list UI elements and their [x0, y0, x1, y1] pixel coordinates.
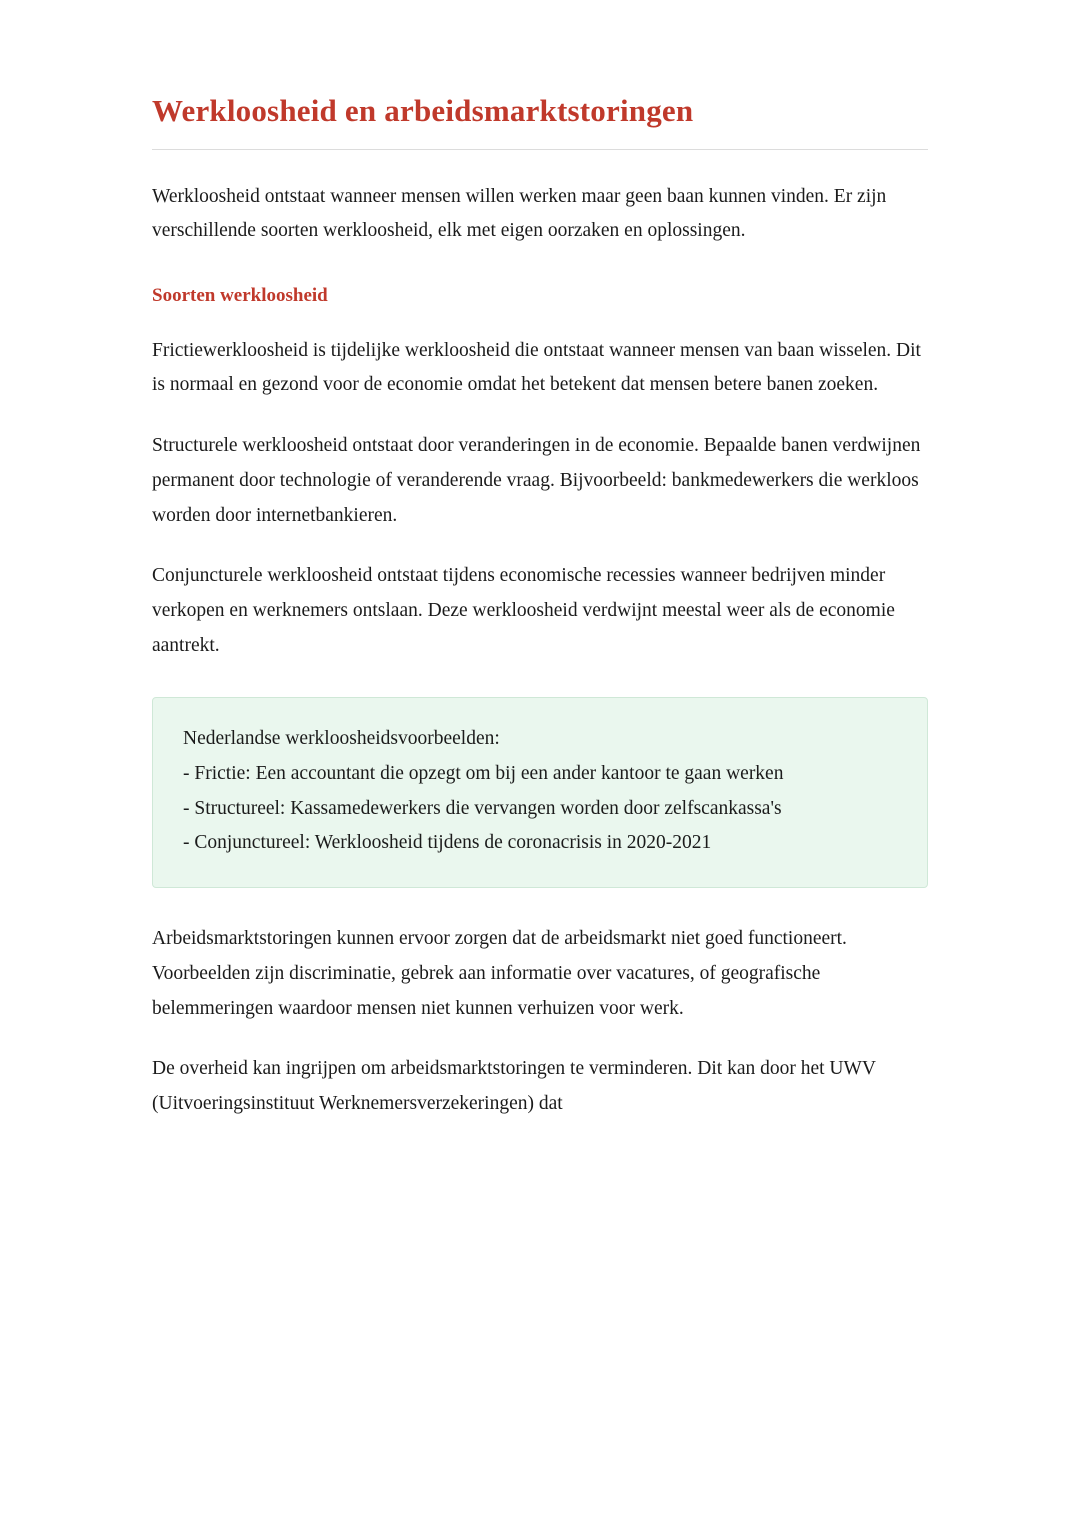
page-bottom-spacer [152, 1148, 928, 1158]
examples-callout [152, 697, 928, 888]
callout-line-frictie: - Frictie: Een accountant die opzegt om bij een ander kantoor te gaan werken [183, 763, 784, 785]
section-heading-soorten-werkloosheid: Soorten werkloosheid [152, 285, 328, 307]
callout-line-conjunctureel: - Conjunctureel: Werkloosheid tijdens de coronacrisis in 2020-2021 [183, 832, 712, 854]
paragraph-frictiewerkloosheid: Frictiewerkloosheid is tijdelijke werkloosheid die ontstaat wanneer mensen van baan wisselen. Dit is normaal en gezond voor de economie omdat het betekent dat mensen betere banen zoeken. [152, 339, 921, 396]
callout-line-structureel: - Structureel: Kassamedewerkers die vervangen worden door zelfscankassa's [183, 797, 782, 819]
intro-paragraph: Werkloosheid ontstaat wanneer mensen willen werken maar geen baan kunnen vinden. Er zijn verschillende soorten werkloosheid, elk met eigen oorzaken en oplossingen. [152, 185, 887, 242]
paragraph-arbeidsmarktstoringen: Arbeidsmarktstoringen kunnen ervoor zorgen dat de arbeidsmarkt niet goed functioneert. Voorbeelden zijn discriminatie, gebrek aan informatie over vacatures, of geografische belemmeringen waardoor mensen niet kunnen verhuizen voor werk. [152, 928, 847, 1019]
callout-line-heading: Nederlandse werkloosheidsvoorbeelden: [183, 728, 500, 750]
paragraph-structurele-werkloosheid: Structurele werkloosheid ontstaat door veranderingen in de economie. Bepaalde banen verdwijnen permanent door technologie of veranderende vraag. Bijvoorbeeld: bankmedewerkers die werkloos worden door internetbankieren. [152, 435, 921, 526]
paragraph-conjuncturele-werkloosheid: Conjuncturele werkloosheid ontstaat tijdens economische recessies wanneer bedrijven minder verkopen en werknemers ontslaan. Deze werkloosheid verdwijnt meestal weer als de economie aantrekt. [152, 565, 895, 656]
page-title: Werkloosheid en arbeidsmarktstoringen [152, 93, 694, 128]
title-divider [152, 149, 928, 150]
paragraph-overheid-ingrijpen: De overheid kan ingrijpen om arbeidsmarktstoringen te verminderen. Dit kan door het UWV (Uitvoeringsinstituut Werknemersverzekeringen) dat [152, 1058, 876, 1114]
